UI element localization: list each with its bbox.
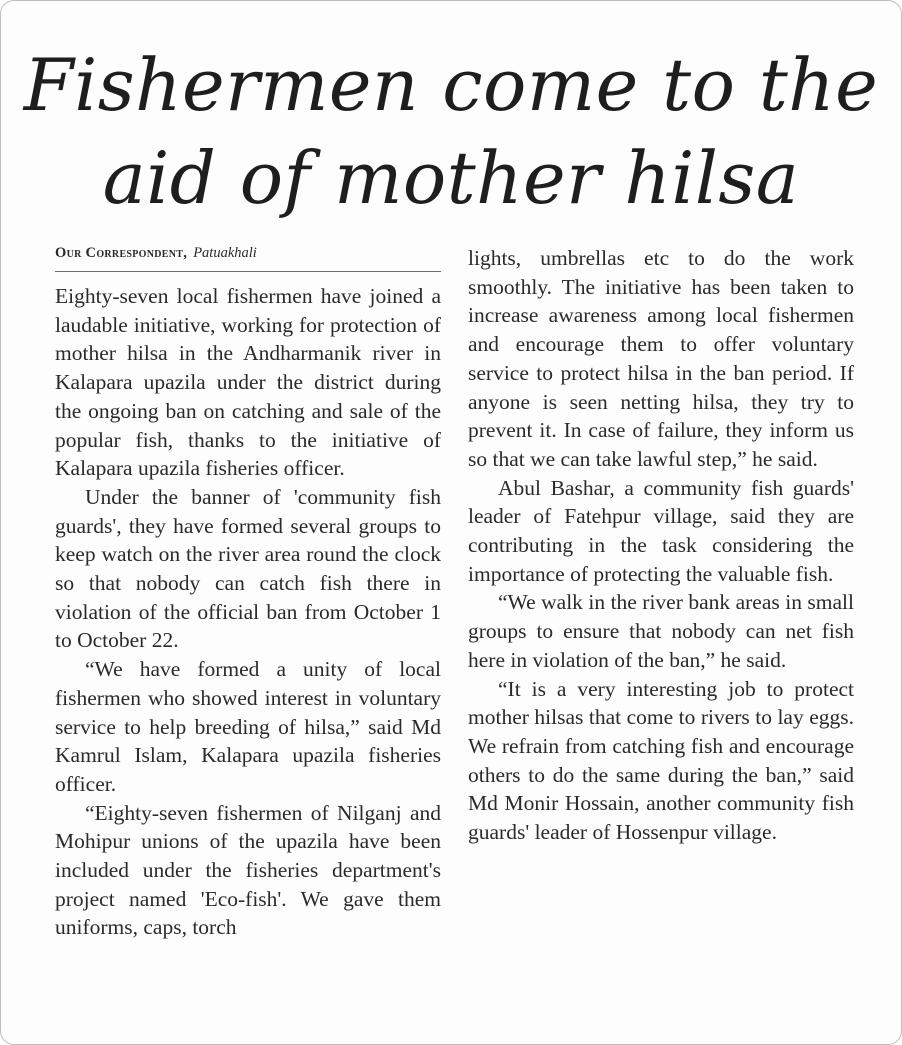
paragraph: “We have formed a unity of local fishermen who showed interest in voluntary service to help breeding of hilsa,” said Md Kamrul Islam, Kalapara upazila fisheries officer.: [55, 657, 441, 796]
article-column-right: [468, 244, 854, 847]
byline: [55, 244, 441, 272]
paragraph: Abul Bashar, a community fish guards' leader of Fatehpur village, said they are contributing in the task considering the importance of protecting the valuable fish.: [468, 475, 854, 586]
paragraph: “We walk in the river bank areas in small groups to ensure that nobody can net fish here in violation of the ban,” he said.: [468, 590, 854, 672]
headline: Fishermen come to the aid of mother hilsa: [23, 43, 879, 220]
paragraph: Eighty-seven local fishermen have joined a laudable initiative, working for protection of mother hilsa in the Andharmanik river in Kalapara upazila under the district during the ongoing ban on catching and sale of the popular fish, thanks to the initiative of Kalapara upazila fisheries officer.: [55, 284, 441, 481]
paragraph: Under the banner of 'community fish guards', they have formed several groups to keep watch on the river area round the clock so that nobody can catch fish there in violation of the official ban from October 1 to October 22.: [55, 484, 441, 653]
byline-correspondent: Our Correspondent,: [55, 245, 188, 261]
paragraph: “Eighty-seven fishermen of Nilganj and Mohipur unions of the upazila have been included under the fisheries department's project named 'Eco-fish'. We gave them uniforms, caps, torch: [55, 800, 441, 940]
paragraph: “It is a very interesting job to protect mother hilsas that come to rivers to lay eggs. We refrain from catching fish and encourage others to do the same during the ban,” said Md Monir Hossain, another community fish guards' leader of Hossenpur village.: [468, 676, 854, 845]
paragraph-continued: lights, umbrellas etc to do the work smoothly. The initiative has been taken to increase awareness among local fishermen and encourage them to offer voluntary service to protect hilsa in the ban period. If anyone is seen netting hilsa, they try to prevent it. In case of failure, they inform us so that we can take lawful step,” he said.: [468, 246, 854, 471]
article-column-left: [55, 244, 441, 942]
byline-location: Patuakhali: [193, 245, 257, 261]
